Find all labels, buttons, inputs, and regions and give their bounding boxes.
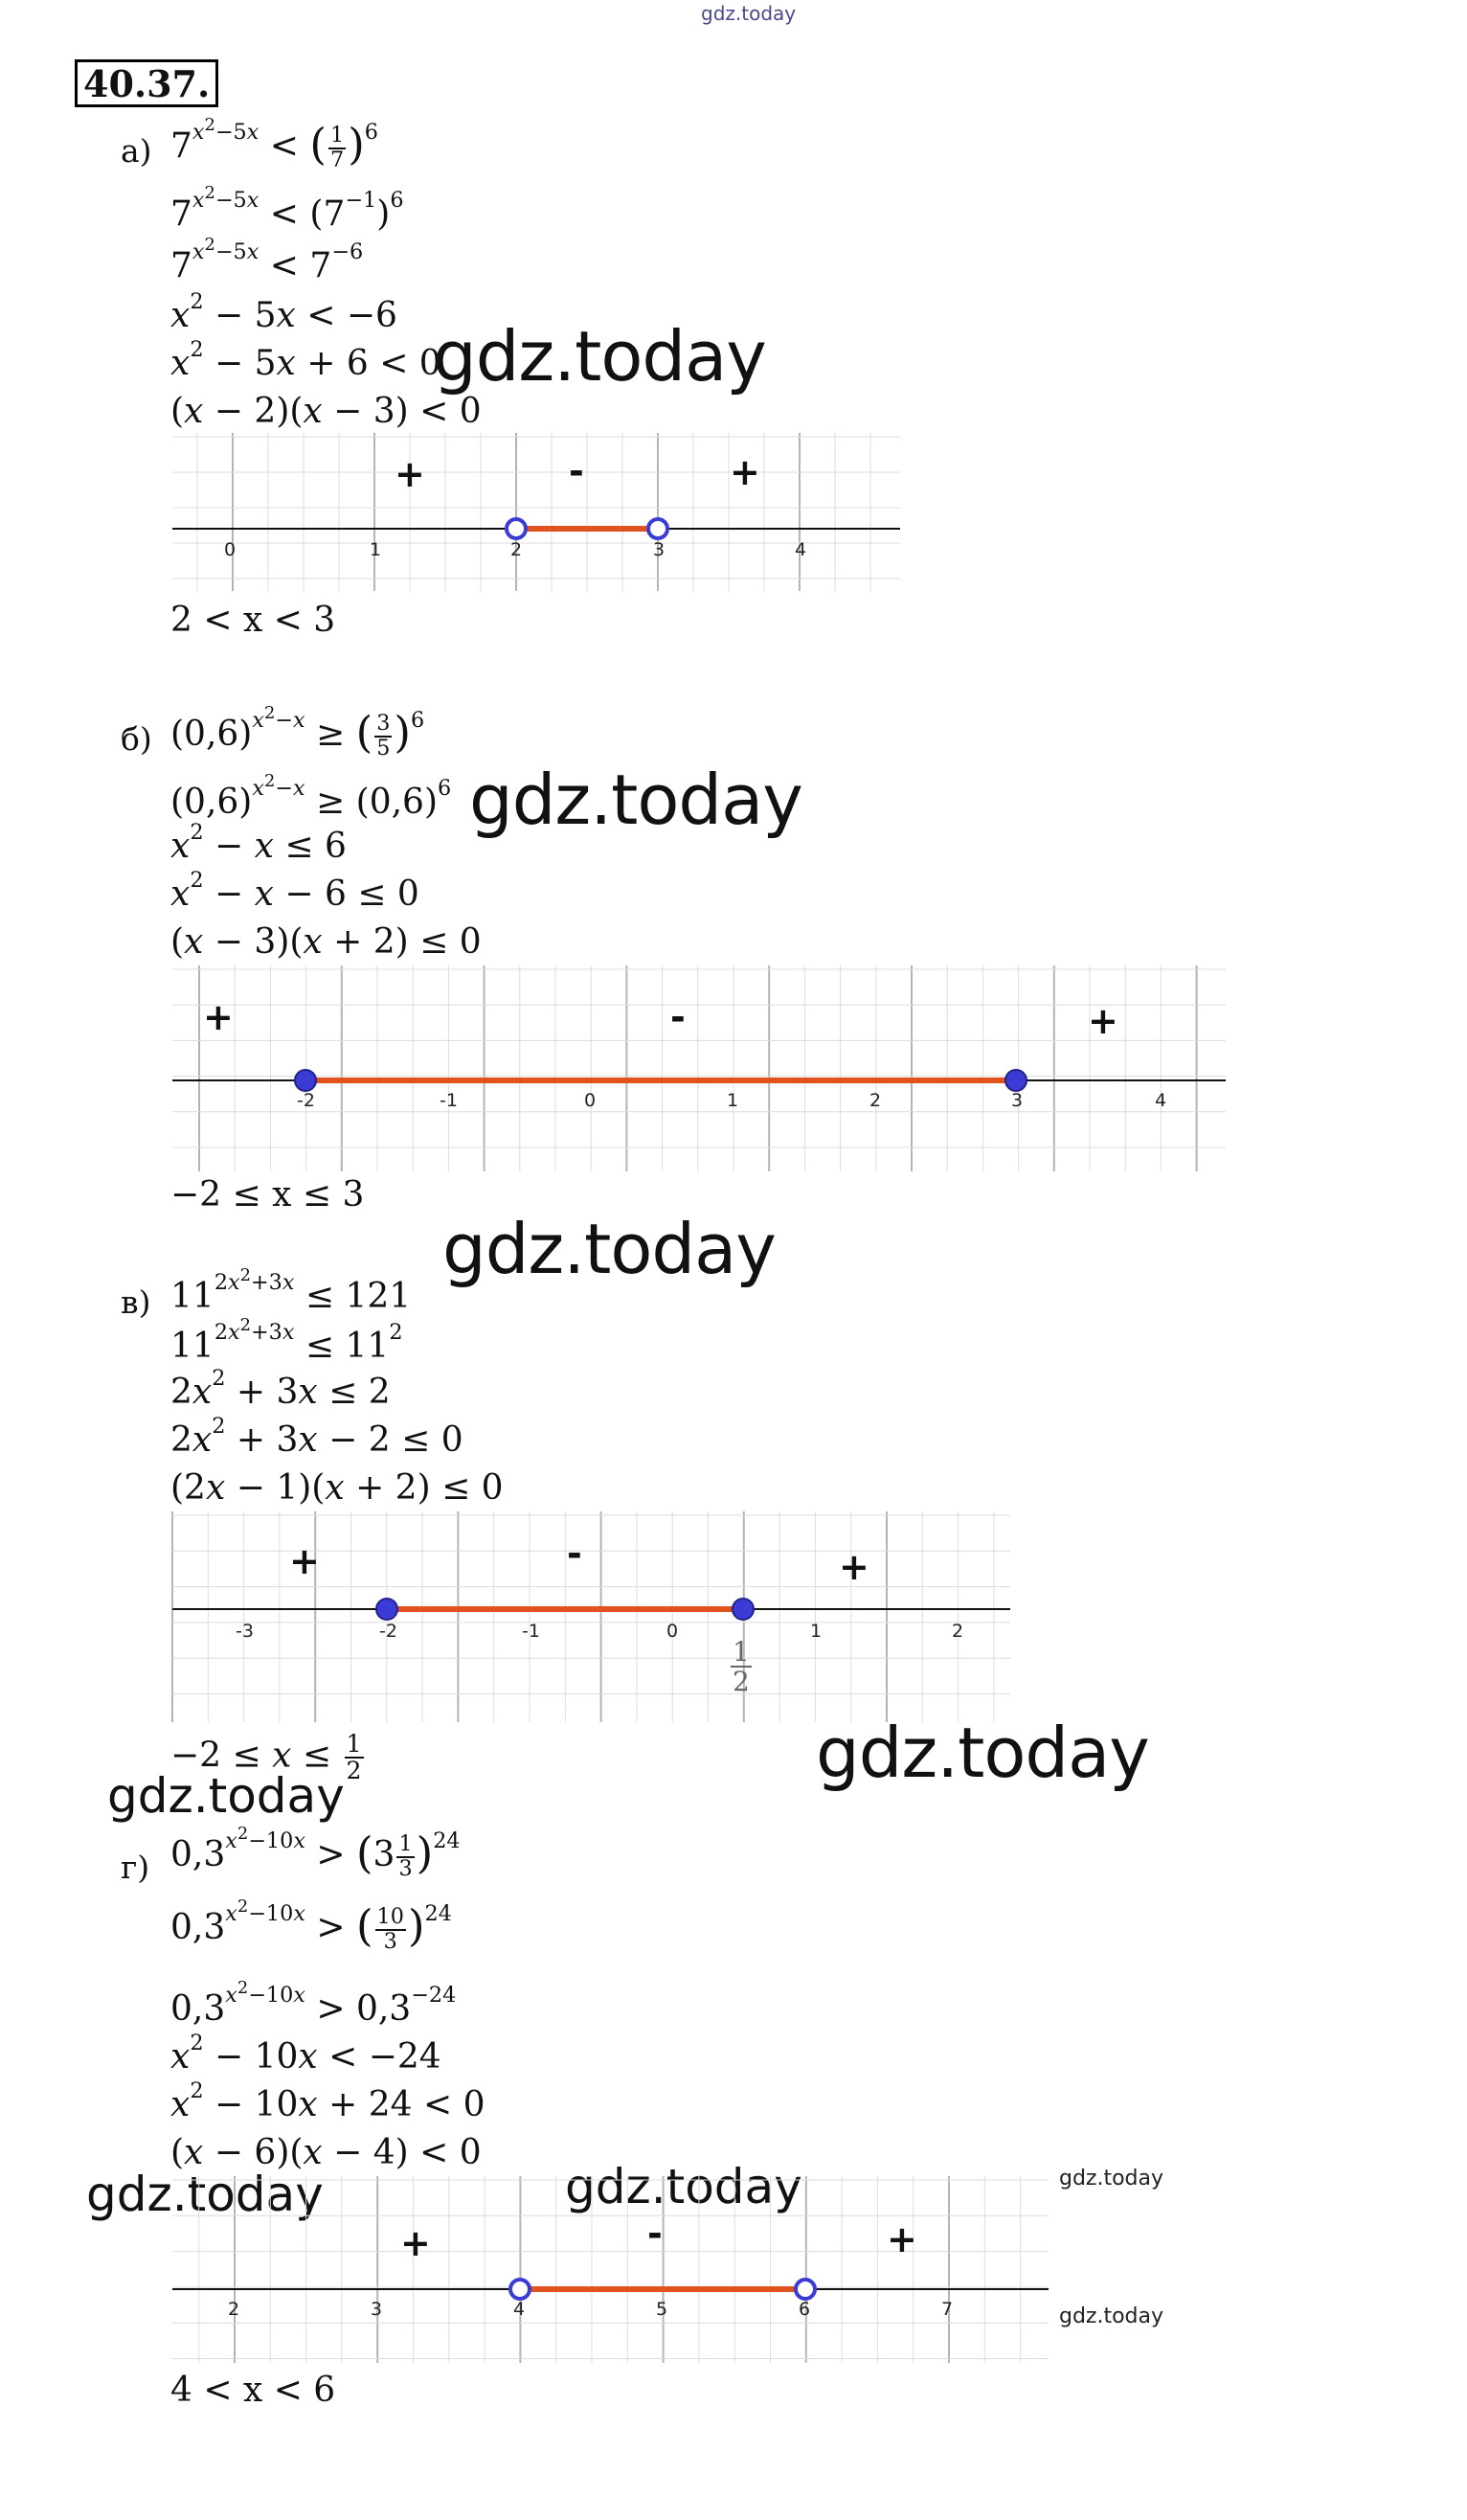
part-a-answer: 2 < x < 3 bbox=[170, 601, 336, 640]
part-g-step-1: $0,3^{x^2-10x} > (3$ $\frac{1}{3}$ )$^{24}$ bbox=[170, 1823, 461, 1881]
tick-label: 2 bbox=[869, 1090, 882, 1111]
part-a-step-4: $x^2 - 5x < -6$ bbox=[170, 289, 397, 335]
open-endpoint bbox=[507, 519, 526, 538]
part-g-answer: 4 < x < 6 bbox=[170, 2371, 336, 2410]
open-endpoint bbox=[510, 2280, 530, 2299]
tick-label: 2 bbox=[228, 2299, 240, 2320]
watermark: gdz.today bbox=[1059, 2167, 1164, 2191]
sign-plus: + bbox=[1088, 1000, 1118, 1042]
part-a-step-2: $7^{x^2-5x} < (7^{-1})^6$ bbox=[170, 183, 404, 234]
number-line-g bbox=[172, 2176, 1049, 2363]
part-g-step-4: $x^2 - 10x < -24$ bbox=[170, 2031, 441, 2077]
part-b-step-4: $x^2 - x - 6 \le 0$ bbox=[170, 868, 419, 914]
watermark: gdz.today bbox=[107, 1768, 345, 1824]
tick-label: -1 bbox=[522, 1621, 540, 1642]
sign-plus: + bbox=[400, 2222, 431, 2264]
tick-label: 7 bbox=[941, 2299, 954, 2320]
sign-plus: + bbox=[839, 1546, 869, 1588]
number-line-b bbox=[172, 965, 1226, 1171]
sign-minus: - bbox=[567, 1532, 582, 1575]
watermark: gdz.today bbox=[1059, 2304, 1164, 2328]
closed-endpoint bbox=[376, 1599, 397, 1620]
sign-minus: - bbox=[647, 2213, 663, 2255]
part-g-step-3: $0,3^{x^2-10x} > 0,3^{-24}$ bbox=[170, 1978, 457, 2029]
sign-plus: + bbox=[289, 1540, 320, 1582]
part-a-step-1: $7^{x^2-5x}$ < ( $\frac{1}{7}$ )$^6$ bbox=[170, 114, 378, 172]
part-g-step-2: $0,3^{x^2-10x}$ > ( $\frac{10}{3}$ )$^{24}$ bbox=[170, 1896, 452, 1954]
tick-label: 0 bbox=[224, 539, 237, 560]
part-a-step-5: $x^2 - 5x + 6 < 0$ bbox=[170, 337, 441, 383]
tick-label: 1 bbox=[727, 1090, 739, 1111]
tick-label: 4 bbox=[1155, 1090, 1167, 1111]
sign-plus: + bbox=[887, 2218, 917, 2260]
closed-endpoint bbox=[733, 1599, 754, 1620]
grid-lines bbox=[172, 433, 900, 591]
part-b-label: б) bbox=[121, 720, 152, 758]
part-b-step-2: $(0,6)^{x^2-x} \ge (0,6)^6$ bbox=[170, 771, 452, 822]
part-a-step-6: (x − 2)(x − 3) < 0 bbox=[170, 392, 482, 431]
tick-label: 1 bbox=[810, 1621, 823, 1642]
sign-minus: - bbox=[670, 996, 686, 1038]
watermark: gdz.today bbox=[433, 316, 766, 397]
tick-label: 4 bbox=[513, 2299, 526, 2320]
part-b-step-3: $x^2 - x \le 6$ bbox=[170, 820, 347, 866]
tick-label: -3 bbox=[236, 1621, 254, 1642]
part-v-answer: −2 ≤ x ≤ $\frac{1}{2}$ bbox=[170, 1730, 362, 1785]
closed-endpoint bbox=[295, 1070, 316, 1091]
tick-label: 0 bbox=[666, 1621, 679, 1642]
tick-label: -2 bbox=[379, 1621, 397, 1642]
tick-label: 2 bbox=[510, 539, 523, 560]
tick-label: 0 bbox=[584, 1090, 597, 1111]
grid-lines bbox=[172, 2176, 1049, 2363]
part-b-step-1: $(0,6)^{x^2-x}$ ≥ ( $\frac{3}{5}$ )$^6$ bbox=[170, 702, 425, 761]
tick-label: -2 bbox=[297, 1090, 315, 1111]
closed-endpoint bbox=[1005, 1070, 1027, 1091]
watermark: gdz.today bbox=[565, 2159, 802, 2214]
part-g-step-5: $x^2 - 10x + 24 < 0$ bbox=[170, 2078, 485, 2124]
part-a-label: а) bbox=[121, 132, 152, 170]
tick-label: -1 bbox=[440, 1090, 458, 1111]
watermark: gdz.today bbox=[442, 1209, 776, 1289]
tick-label: 3 bbox=[1011, 1090, 1024, 1111]
open-endpoint bbox=[648, 519, 667, 538]
tick-label: 3 bbox=[653, 539, 666, 560]
part-a-step-3: $7^{x^2-5x} < 7^{-6}$ bbox=[170, 235, 364, 285]
part-v-label: в) bbox=[121, 1283, 151, 1321]
tick-label-half: 1 2 bbox=[733, 1636, 750, 1698]
number-line-a bbox=[172, 433, 900, 591]
part-v-step-2: $11^{2x^2+3x} \le 11^2$ bbox=[170, 1315, 403, 1366]
tick-label: 5 bbox=[656, 2299, 668, 2320]
tick-label: 4 bbox=[795, 539, 807, 560]
tick-label: 6 bbox=[799, 2299, 811, 2320]
tick-label: 1 bbox=[370, 539, 382, 560]
part-v-step-3: $2x^2 + 3x \le 2$ bbox=[170, 1366, 391, 1412]
tick-label: 3 bbox=[371, 2299, 383, 2320]
grid-lines bbox=[172, 965, 1226, 1171]
sign-plus: + bbox=[395, 453, 425, 495]
part-b-answer: −2 ≤ x ≤ 3 bbox=[170, 1175, 365, 1215]
part-v-step-5: (2x − 1)(x + 2) ≤ 0 bbox=[170, 1468, 504, 1508]
sign-minus: - bbox=[569, 450, 584, 492]
watermark-top: gdz.today bbox=[701, 2, 797, 25]
part-v-step-1: $11^{2x^2+3x} \le 121$ bbox=[170, 1265, 412, 1316]
problem-number: 40.37. bbox=[75, 59, 218, 107]
sign-plus: + bbox=[203, 996, 234, 1038]
watermark: gdz.today bbox=[469, 760, 802, 840]
open-endpoint bbox=[796, 2280, 815, 2299]
part-g-label: г) bbox=[121, 1849, 150, 1886]
watermark: gdz.today bbox=[816, 1713, 1149, 1793]
watermark: gdz.today bbox=[86, 2167, 324, 2222]
sign-plus: + bbox=[730, 451, 760, 493]
tick-label: 2 bbox=[952, 1621, 964, 1642]
part-b-step-5: (x − 3)(x + 2) ≤ 0 bbox=[170, 922, 482, 962]
part-g-step-6: (x − 6)(x − 4) < 0 bbox=[170, 2133, 482, 2172]
part-v-step-4: $2x^2 + 3x - 2 \le 0$ bbox=[170, 1414, 463, 1460]
